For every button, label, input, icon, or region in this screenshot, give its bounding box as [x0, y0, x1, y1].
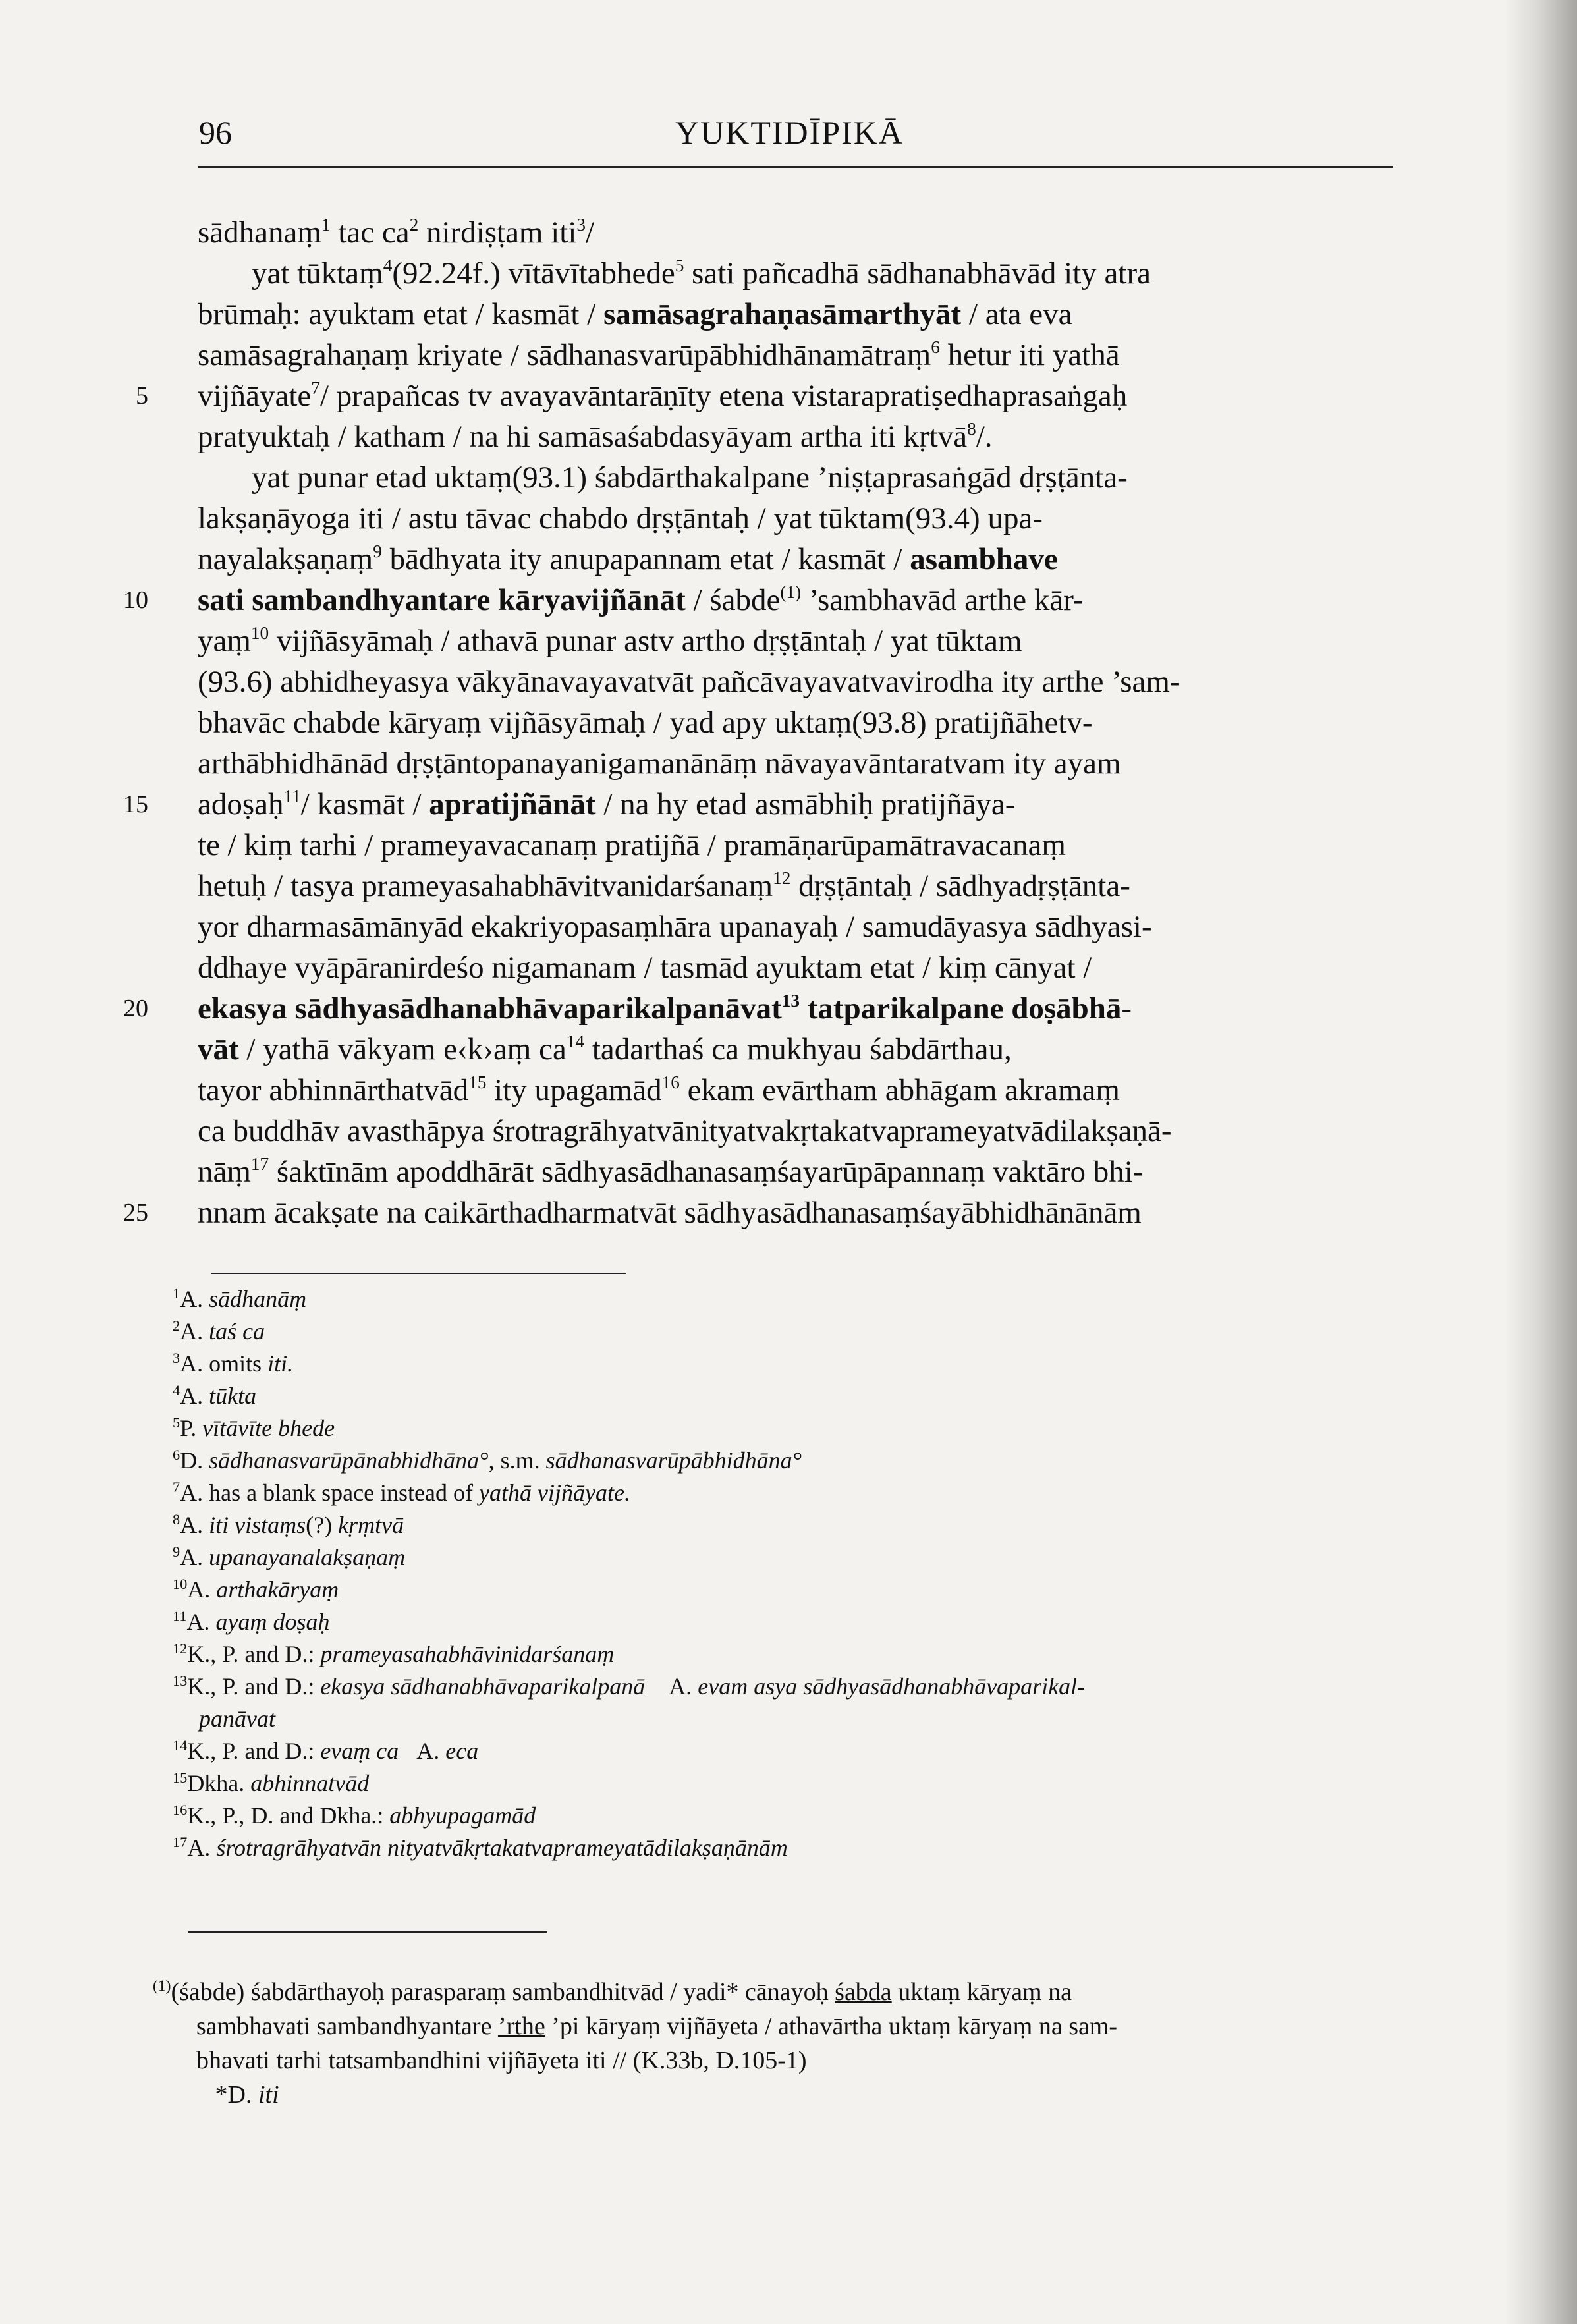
text-line — [123, 580, 1387, 621]
footnote-mark: 11 — [173, 1607, 187, 1624]
footnote — [173, 1767, 1398, 1800]
footnote — [173, 1832, 1398, 1864]
footnote-text: A. upanayanalakṣaṇaṃ — [180, 1544, 406, 1570]
commentary-line: *D. iti — [196, 2081, 279, 2109]
header-rule — [198, 166, 1393, 168]
text-line — [123, 784, 1387, 825]
footnote-text: K., P. and D.: evaṃ ca A. eca — [187, 1738, 479, 1764]
line-text: nayalakṣaṇaṃ$^9$ bādhyata ity anupapannam etat / kasmāt / asambhave — [198, 541, 1058, 576]
footnote — [173, 1509, 1398, 1541]
line-text: bhavāc chabde kāryaṃ vijñāsyāmaḥ / yad apy uktaṃ(93.8) pratijñāhetv- — [198, 706, 1093, 740]
footnote — [173, 1380, 1398, 1412]
footnote-mark: 3 — [173, 1349, 180, 1366]
footnote-text: A. taś ca — [180, 1318, 265, 1344]
text-line — [198, 1070, 1387, 1111]
footnote: panāvat — [199, 1705, 275, 1732]
footnote-separator — [211, 1273, 626, 1274]
line-text: samāsagrahaṇaṃ kriyate / sādhanasvarūpābhidhānamātraṃ$^6$ hetur iti yathā — [198, 337, 1120, 372]
commentary-line: sambhavati sambandhyantare ’rthe ’pi kāryaṃ vijñāyeta / athavārtha uktaṃ kāryaṃ na sam- — [196, 2012, 1118, 2040]
footnote — [173, 1348, 1398, 1380]
line-text: nnam ācakṣate na caikārthadharmatvāt sādhyasādhanasaṃśayābhidhānānām — [198, 1196, 1142, 1230]
line-text: hetuḥ / tasya prameyasahabhāvitvanidarśanaṃ$^{12}$ dṛṣṭāntaḥ / sādhyadṛṣṭānta- — [198, 868, 1130, 903]
text-line — [198, 498, 1387, 539]
footnote-text: A. has a blank space instead of yathā vijñāyate. — [180, 1480, 630, 1506]
line-text: sati sambandhyantare kāryavijñānāt / śabde$^{(1)}$ ’sambhavād arthe kār- — [198, 582, 1084, 617]
footnote — [173, 1477, 1398, 1509]
footnote-mark: 16 — [173, 1801, 188, 1818]
footnote-mark: 4 — [173, 1381, 180, 1398]
page-number: 96 — [199, 114, 232, 151]
line-number: 10 — [123, 586, 148, 614]
footnote-mark: 17 — [173, 1833, 188, 1850]
footnote-text: K., P. and D.: prameyasahabhāvinidarśanaṃ — [187, 1641, 615, 1667]
line-text: yaṃ$^{10}$ vijñāsyāmaḥ / athavā punar astv artho dṛṣṭāntaḥ / yat tūktam — [198, 623, 1022, 658]
footnote-text: D. sādhanasvarūpānabhidhāna°, s.m. sādhanasvarūpābhidhāna° — [180, 1447, 802, 1474]
footnote-text: K., P., D. and Dkha.: abhyupagamād — [187, 1802, 536, 1829]
line-text: pratyuktaḥ / katham / na hi samāsaśabdasyāyam artha iti kṛtvā$^8$/. — [198, 419, 993, 454]
line-text: adoṣaḥ$^{11}$/ kasmāt / apratijñānāt / na hy etad asmābhiḥ pratijñāya- — [198, 787, 1016, 821]
line-text: (93.6) abhidheyasya vākyānavayavatvāt pañcāvayavatvavirodha ity arthe ’sam- — [198, 665, 1180, 699]
text-line — [198, 866, 1387, 906]
footnote-text: A. sādhanāṃ — [180, 1286, 307, 1312]
line-text: ddhaye vyāpāranirdeśo nigamanam / tasmād ayuktam etat / kiṃ cānyat / — [198, 951, 1092, 985]
text-line — [198, 947, 1387, 988]
line-text: vijñāyate$^7$/ prapañcas tv avayavāntarāṇīty etena vistarapratiṣedhaprasaṅgaḥ — [198, 378, 1128, 413]
text-line — [123, 988, 1387, 1029]
footnote-mark: 12 — [173, 1640, 188, 1657]
line-number: 20 — [123, 995, 148, 1022]
footnote-mark: 15 — [173, 1769, 188, 1786]
footnote-text: K., P. and D.: ekasya sādhanabhāvaparikalpanā A. evam asya sādhyasādhanabhāvaparikal- — [187, 1673, 1086, 1700]
footnote-mark: 9 — [173, 1543, 180, 1560]
page-edge-shadow — [1505, 0, 1577, 2324]
text-line — [198, 906, 1387, 947]
footnote — [173, 1735, 1398, 1767]
footnote-text: Dkha. abhinnatvād — [187, 1770, 370, 1796]
footnote — [173, 1283, 1398, 1315]
footnote-text: A. ayaṃ doṣaḥ — [186, 1609, 330, 1635]
text-line — [123, 1192, 1387, 1233]
footnote-mark: 8 — [173, 1510, 180, 1528]
line-text: yat tūktaṃ$^4$(92.24f.) vītāvītabhede$^5$ sati pañcadhā sādhanabhāvād ity atra — [252, 256, 1151, 290]
text-line — [198, 212, 1387, 253]
line-text: te / kiṃ tarhi / prameyavacanaṃ pratijñā / pramāṇarūpamātravacanaṃ — [198, 828, 1066, 862]
text-line — [136, 375, 1387, 416]
text-line — [198, 539, 1387, 580]
footnote-mark: 14 — [173, 1736, 188, 1754]
line-text: yat punar etad uktaṃ(93.1) śabdārthakalpane ’niṣṭaprasaṅgād dṛṣṭānta- — [252, 460, 1128, 495]
text-line — [198, 1029, 1387, 1070]
text-line — [198, 1151, 1387, 1192]
footnote — [173, 1445, 1398, 1477]
text-line — [198, 825, 1387, 866]
line-text: ekasya sādhyasādhanabhāvaparikalpanāvat$^{13}$ tatparikalpane doṣābhā- — [198, 991, 1132, 1026]
text-line — [198, 743, 1387, 784]
footnote-mark: 2 — [173, 1317, 180, 1334]
footnote-mark: 6 — [173, 1446, 180, 1463]
line-text: tayor abhinnārthatvād$^{15}$ ity upagamād$^{16}$ ekam evārtham abhāgam akramaṃ — [198, 1072, 1120, 1107]
line-number: 5 — [136, 382, 148, 410]
line-text: brūmaḥ: ayuktam etat / kasmāt / samāsagrahaṇasāmarthyāt / ata eva — [198, 297, 1072, 331]
line-text: lakṣaṇāyoga iti / astu tāvac chabdo dṛṣṭāntaḥ / yat tūktam(93.4) upa- — [198, 501, 1043, 536]
line-number: 15 — [123, 790, 148, 818]
footnote-mark: 5 — [173, 1414, 180, 1431]
footnote-text: P. vītāvīte bhede — [180, 1415, 335, 1441]
line-text: arthābhidhānād dṛṣṭāntopanayanigamanānāṃ nāvayavāntaratvam ity ayam — [198, 746, 1121, 781]
line-number: 25 — [123, 1199, 148, 1227]
commentary-note — [153, 1975, 1391, 2112]
footnote-mark: 7 — [173, 1478, 180, 1495]
line-text: ca buddhāv avasthāpya śrotragrāhyatvānityatvakṛtakatvaprameyatvādilakṣaṇā- — [198, 1114, 1172, 1148]
footnote-text: A. śrotragrāhyatvān nityatvākṛtakatvaprameyatādilakṣaṇānām — [187, 1835, 788, 1861]
text-line — [198, 294, 1387, 335]
text-line — [198, 457, 1387, 498]
text-line — [198, 335, 1387, 375]
footnotes — [173, 1283, 1398, 1864]
footnote-mark: 10 — [173, 1575, 188, 1592]
footnote — [173, 1606, 1398, 1638]
running-title: YUKTIDĪPIKĀ — [675, 114, 904, 151]
text-line — [198, 1111, 1387, 1151]
footnote — [173, 1412, 1398, 1445]
line-text: yor dharmasāmānyād ekakriyopasaṃhāra upanayaḥ / samudāyasya sādhyasi- — [198, 910, 1152, 944]
commentary-line: $^{(1)}$(śabde) śabdārthayoḥ parasparaṃ sambandhitvād / yadi* cānayoḥ śabda uktaṃ kāryaṃ na — [153, 1977, 1072, 2006]
footnote-text: A. omits iti. — [180, 1350, 294, 1377]
footnote — [173, 1574, 1398, 1606]
text-line — [198, 661, 1387, 702]
commentary-line: bhavati tarhi tatsambandhini vijñāyeta iti // (K.33b, D.105-1) — [196, 2047, 807, 2074]
footnote-mark: 1 — [173, 1285, 180, 1302]
text-line — [198, 416, 1387, 457]
commentary-separator — [188, 1931, 547, 1933]
footnote-text: A. arthakāryaṃ — [187, 1576, 339, 1603]
footnote — [173, 1800, 1398, 1832]
main-text — [123, 212, 1387, 1233]
line-text: vāt / yathā vākyam e‹k›aṃ $ca^{14}$ tadarthaś ca mukhyau śabdārthau, — [198, 1032, 1012, 1066]
footnote — [173, 1315, 1398, 1348]
text-line — [198, 253, 1387, 294]
footnote-text: A. iti vistaṃs(?) kṛṃtvā — [180, 1512, 404, 1538]
footnote — [173, 1541, 1398, 1574]
footnote-text: A. tūkta — [180, 1383, 257, 1409]
footnote — [173, 1671, 1398, 1703]
text-line — [198, 621, 1387, 661]
line-text: nāṃ$^{17}$ śaktīnām apoddhārāt sādhyasādhanasaṃśayarūpāpannaṃ vaktāro bhi- — [198, 1154, 1144, 1189]
footnote-mark: 13 — [173, 1672, 188, 1689]
text-line — [198, 702, 1387, 743]
line-text: sādhanaṃ$^1$ tac $ca^2$ nirdiṣṭam iti$^3$/ — [198, 215, 595, 250]
footnote — [173, 1638, 1398, 1671]
